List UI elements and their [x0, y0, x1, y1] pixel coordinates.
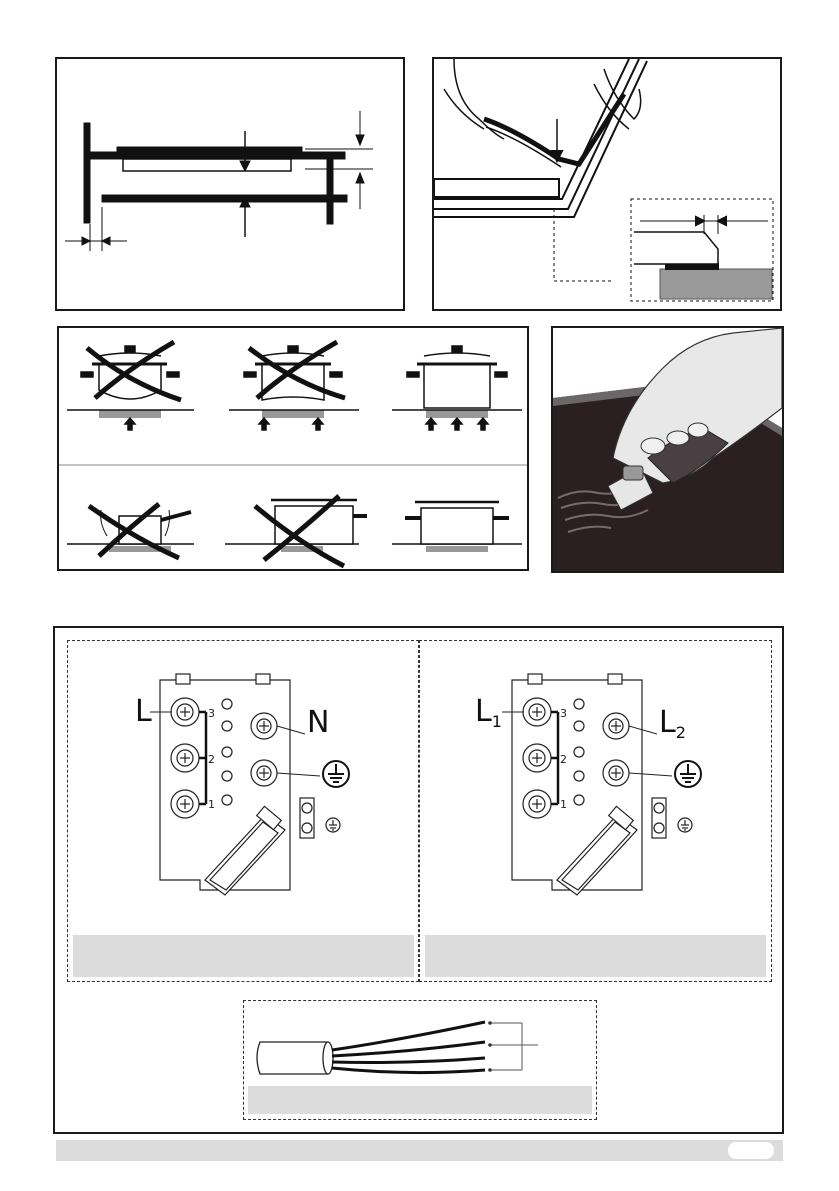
cookware-guidance-drawing [59, 328, 527, 569]
good-pot-correct-size [392, 502, 522, 552]
supply-cable-caption-box [248, 1086, 592, 1114]
supply-cable-drawing [250, 1012, 590, 1084]
scraper-cleaning-panel [551, 326, 784, 573]
bad-pot-too-large [225, 496, 367, 566]
phase1-subscript: 1 [491, 712, 502, 731]
terminal-number-1-b: 1 [560, 798, 567, 811]
earth-ground-icon [672, 758, 704, 790]
bad-pot-convex [67, 342, 194, 430]
cookware-guidance-panel [57, 326, 529, 571]
phase1-label [475, 694, 502, 731]
gasket-application-panel [432, 57, 782, 311]
good-pot-flat [392, 346, 522, 430]
terminal-number-2-b: 2 [560, 753, 567, 766]
bad-pot-concave [229, 342, 359, 430]
page-number-box [728, 1142, 774, 1159]
installation-section-panel [55, 57, 405, 311]
phase2-letter: L [659, 705, 676, 740]
installation-section-drawing [57, 59, 403, 309]
two-phase-caption-box [425, 935, 766, 977]
phase-label-L: L [135, 694, 152, 729]
single-phase-caption-box [73, 935, 414, 977]
scraper-cleaning-drawing [553, 328, 782, 571]
terminal-number-3-b: 3 [560, 707, 567, 720]
footer-bar [56, 1140, 783, 1161]
terminal-number-1: 1 [208, 798, 215, 811]
terminal-number-3: 3 [208, 707, 215, 720]
terminal-number-2: 2 [208, 753, 215, 766]
earth-ground-icon [320, 758, 352, 790]
bad-pot-too-small [67, 504, 194, 558]
gasket-application-drawing [434, 59, 780, 309]
phase1-letter: L [475, 694, 492, 729]
phase2-label [659, 705, 686, 742]
neutral-label-N: N [307, 705, 330, 740]
phase2-subscript: 2 [675, 723, 686, 742]
